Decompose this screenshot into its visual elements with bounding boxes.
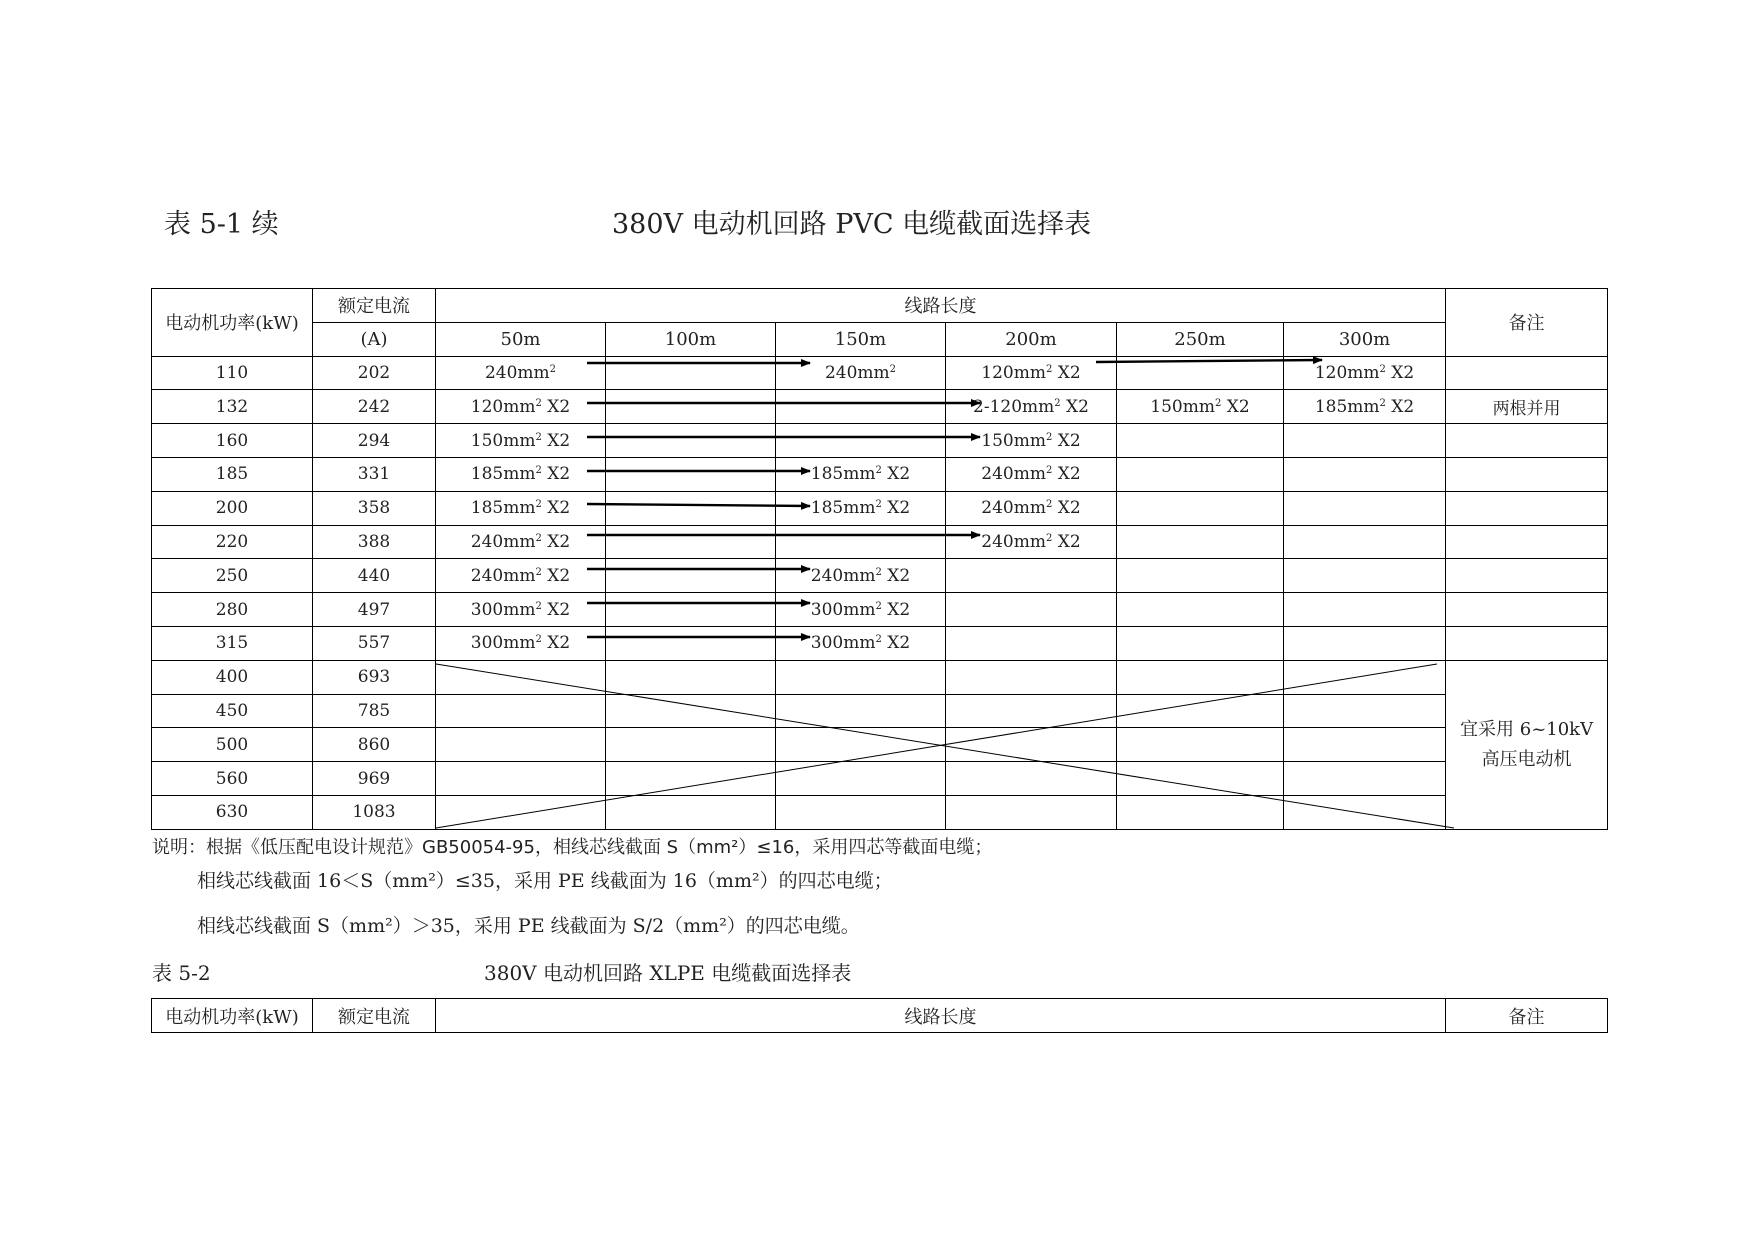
cell-current: 202 <box>313 356 436 390</box>
cell-power: 500 <box>152 728 313 762</box>
cell-section <box>606 795 776 829</box>
cell-section <box>1284 559 1446 593</box>
cell-section <box>606 525 776 559</box>
header-length-300m: 300m <box>1284 322 1446 356</box>
cell-section <box>1284 762 1446 796</box>
cell-section: $240mm^2$ X2 <box>436 525 606 559</box>
cell-section <box>606 762 776 796</box>
cell-section <box>1117 491 1284 525</box>
table-row <box>152 559 1608 593</box>
table-row <box>152 593 1608 627</box>
cell-section: $300mm^2$ X2 <box>436 593 606 627</box>
cell-section <box>946 559 1117 593</box>
remark-line-1: 宜采用 6~10kV <box>1460 718 1594 740</box>
cell-section <box>1117 593 1284 627</box>
cell-section <box>1117 795 1284 829</box>
cell-section <box>1284 795 1446 829</box>
cell-remark <box>1446 424 1608 458</box>
cell-power: 200 <box>152 491 313 525</box>
table-row <box>152 390 1608 424</box>
table-row <box>152 694 1608 728</box>
cell-section <box>1284 525 1446 559</box>
cell-section: $185mm^2$ X2 <box>436 491 606 525</box>
cell-section: $240mm^2$ X2 <box>776 559 946 593</box>
cell-section: $2-120mm^2$ X2 <box>946 390 1117 424</box>
cell-remark <box>1446 525 1608 559</box>
cell-section <box>1284 491 1446 525</box>
cell-section: $240mm^2$ <box>776 356 946 390</box>
header-length-200m: 200m <box>946 322 1117 356</box>
cell-section <box>776 424 946 458</box>
cell-current: 969 <box>313 762 436 796</box>
t2-header-power: 电动机功率(kW) <box>152 999 313 1033</box>
cell-section <box>946 728 1117 762</box>
note-line-1: 说明：根据《低压配电设计规范》GB50054-95，相线芯线截面 S（mm²）≤16，采用四芯等截面电缆； <box>152 837 993 858</box>
t2-header-current: 额定电流 <box>313 999 436 1033</box>
cell-section <box>776 795 946 829</box>
cell-section <box>606 356 776 390</box>
cell-section <box>776 694 946 728</box>
cell-current: 440 <box>313 559 436 593</box>
table-row <box>152 795 1608 829</box>
cell-section <box>776 525 946 559</box>
header-current: 额定电流 <box>313 289 436 323</box>
cell-current: 331 <box>313 457 436 491</box>
table-row <box>152 626 1608 660</box>
cell-section <box>606 424 776 458</box>
header-length: 线路长度 <box>436 289 1446 323</box>
header-length-100m: 100m <box>606 322 776 356</box>
cell-section <box>1284 694 1446 728</box>
cell-section <box>606 491 776 525</box>
cell-section <box>606 593 776 627</box>
cell-section <box>606 390 776 424</box>
cell-section: $240mm^2$ X2 <box>946 525 1117 559</box>
cell-current: 358 <box>313 491 436 525</box>
cell-section <box>946 593 1117 627</box>
t2-header-length: 线路长度 <box>436 999 1446 1033</box>
cell-current: 557 <box>313 626 436 660</box>
cell-remark <box>1446 593 1608 627</box>
table-row <box>152 491 1608 525</box>
header-length-150m: 150m <box>776 322 946 356</box>
cell-power: 450 <box>152 694 313 728</box>
table-row <box>152 525 1608 559</box>
cell-section <box>606 694 776 728</box>
cell-current: 1083 <box>313 795 436 829</box>
cell-section: $185mm^2$ X2 <box>436 457 606 491</box>
cell-power: 250 <box>152 559 313 593</box>
cell-remark <box>1446 457 1608 491</box>
cell-section <box>946 795 1117 829</box>
cell-section <box>1117 457 1284 491</box>
cell-remark-high-voltage <box>1446 660 1608 829</box>
cell-section <box>946 660 1117 694</box>
cell-section: $240mm^2$ <box>436 356 606 390</box>
table-row <box>152 660 1608 694</box>
cell-section <box>1117 424 1284 458</box>
cell-power: 560 <box>152 762 313 796</box>
pvc-cable-table <box>151 288 1608 830</box>
cell-section: $300mm^2$ X2 <box>776 626 946 660</box>
table2-label: 表 5-2 <box>152 961 211 985</box>
cell-section <box>436 795 606 829</box>
cell-section <box>606 660 776 694</box>
cell-section <box>776 728 946 762</box>
header-power: 电动机功率(kW) <box>152 289 313 357</box>
cell-section <box>1284 660 1446 694</box>
cell-section: $150mm^2$ X2 <box>1117 390 1284 424</box>
cell-section: $240mm^2$ X2 <box>436 559 606 593</box>
cell-section: $185mm^2$ X2 <box>1284 390 1446 424</box>
cell-current: 497 <box>313 593 436 627</box>
cell-section <box>1117 525 1284 559</box>
cell-section: $300mm^2$ X2 <box>436 626 606 660</box>
cell-section <box>436 694 606 728</box>
cell-section <box>1117 694 1284 728</box>
cell-remark <box>1446 626 1608 660</box>
xlpe-cable-table <box>151 998 1608 1033</box>
cell-current: 294 <box>313 424 436 458</box>
cell-current: 242 <box>313 390 436 424</box>
cell-section <box>1284 626 1446 660</box>
cell-section: $120mm^2$ X2 <box>946 356 1117 390</box>
cell-current: 388 <box>313 525 436 559</box>
cell-section: $120mm^2$ X2 <box>436 390 606 424</box>
header-remark: 备注 <box>1446 289 1608 357</box>
table-row <box>152 457 1608 491</box>
header-current-unit: (A) <box>313 322 436 356</box>
cell-section: $240mm^2$ X2 <box>946 457 1117 491</box>
cell-power: 132 <box>152 390 313 424</box>
cell-section: $185mm^2$ X2 <box>776 457 946 491</box>
cell-section <box>1117 559 1284 593</box>
remark-line-2: 高压电动机 <box>1481 748 1572 770</box>
cell-remark <box>1446 356 1608 390</box>
cell-section <box>606 626 776 660</box>
cell-section: $150mm^2$ X2 <box>436 424 606 458</box>
table2-title: 380V 电动机回路 XLPE 电缆截面选择表 <box>484 961 852 985</box>
table1-label: 表 5-1 续 <box>164 209 279 240</box>
cell-power: 110 <box>152 356 313 390</box>
cell-section <box>1117 762 1284 796</box>
cell-section <box>1284 593 1446 627</box>
cell-section <box>776 762 946 796</box>
cell-section <box>1284 424 1446 458</box>
cell-power: 280 <box>152 593 313 627</box>
cell-section <box>1284 457 1446 491</box>
cell-section <box>436 728 606 762</box>
cell-remark: 两根并用 <box>1446 390 1608 424</box>
header-length-250m: 250m <box>1117 322 1284 356</box>
cell-section <box>1117 626 1284 660</box>
header-length-50m: 50m <box>436 322 606 356</box>
cell-section <box>606 728 776 762</box>
cell-section: $120mm^2$ X2 <box>1284 356 1446 390</box>
cell-power: 630 <box>152 795 313 829</box>
cell-section <box>776 390 946 424</box>
table1-title: 380V 电动机回路 PVC 电缆截面选择表 <box>612 209 1092 240</box>
note-line-2: 相线芯线截面 16＜S（mm²）≤35，采用 PE 线截面为 16（mm²）的四芯电缆； <box>197 870 893 892</box>
table-row <box>152 762 1608 796</box>
cell-current: 785 <box>313 694 436 728</box>
cell-section <box>946 626 1117 660</box>
cell-power: 160 <box>152 424 313 458</box>
cell-section <box>1117 356 1284 390</box>
cell-power: 220 <box>152 525 313 559</box>
cell-power: 400 <box>152 660 313 694</box>
cell-section: $300mm^2$ X2 <box>776 593 946 627</box>
cell-section <box>436 762 606 796</box>
cell-current: 860 <box>313 728 436 762</box>
cell-section <box>606 457 776 491</box>
cell-section <box>776 660 946 694</box>
cell-remark <box>1446 559 1608 593</box>
cell-power: 185 <box>152 457 313 491</box>
note-line-3: 相线芯线截面 S（mm²）＞35，采用 PE 线截面为 S/2（mm²）的四芯电缆。 <box>197 915 860 937</box>
cell-current: 693 <box>313 660 436 694</box>
cell-section <box>436 660 606 694</box>
cell-section <box>606 559 776 593</box>
cell-section: $185mm^2$ X2 <box>776 491 946 525</box>
t2-header-remark: 备注 <box>1446 999 1608 1033</box>
cell-section: $240mm^2$ X2 <box>946 491 1117 525</box>
table-row <box>152 356 1608 390</box>
cell-section <box>1284 728 1446 762</box>
table-row <box>152 424 1608 458</box>
cell-section <box>946 762 1117 796</box>
cell-remark <box>1446 491 1608 525</box>
cell-section <box>1117 660 1284 694</box>
cell-section: $150mm^2$ X2 <box>946 424 1117 458</box>
cell-section <box>946 694 1117 728</box>
cell-power: 315 <box>152 626 313 660</box>
table-row <box>152 728 1608 762</box>
cell-section <box>1117 728 1284 762</box>
